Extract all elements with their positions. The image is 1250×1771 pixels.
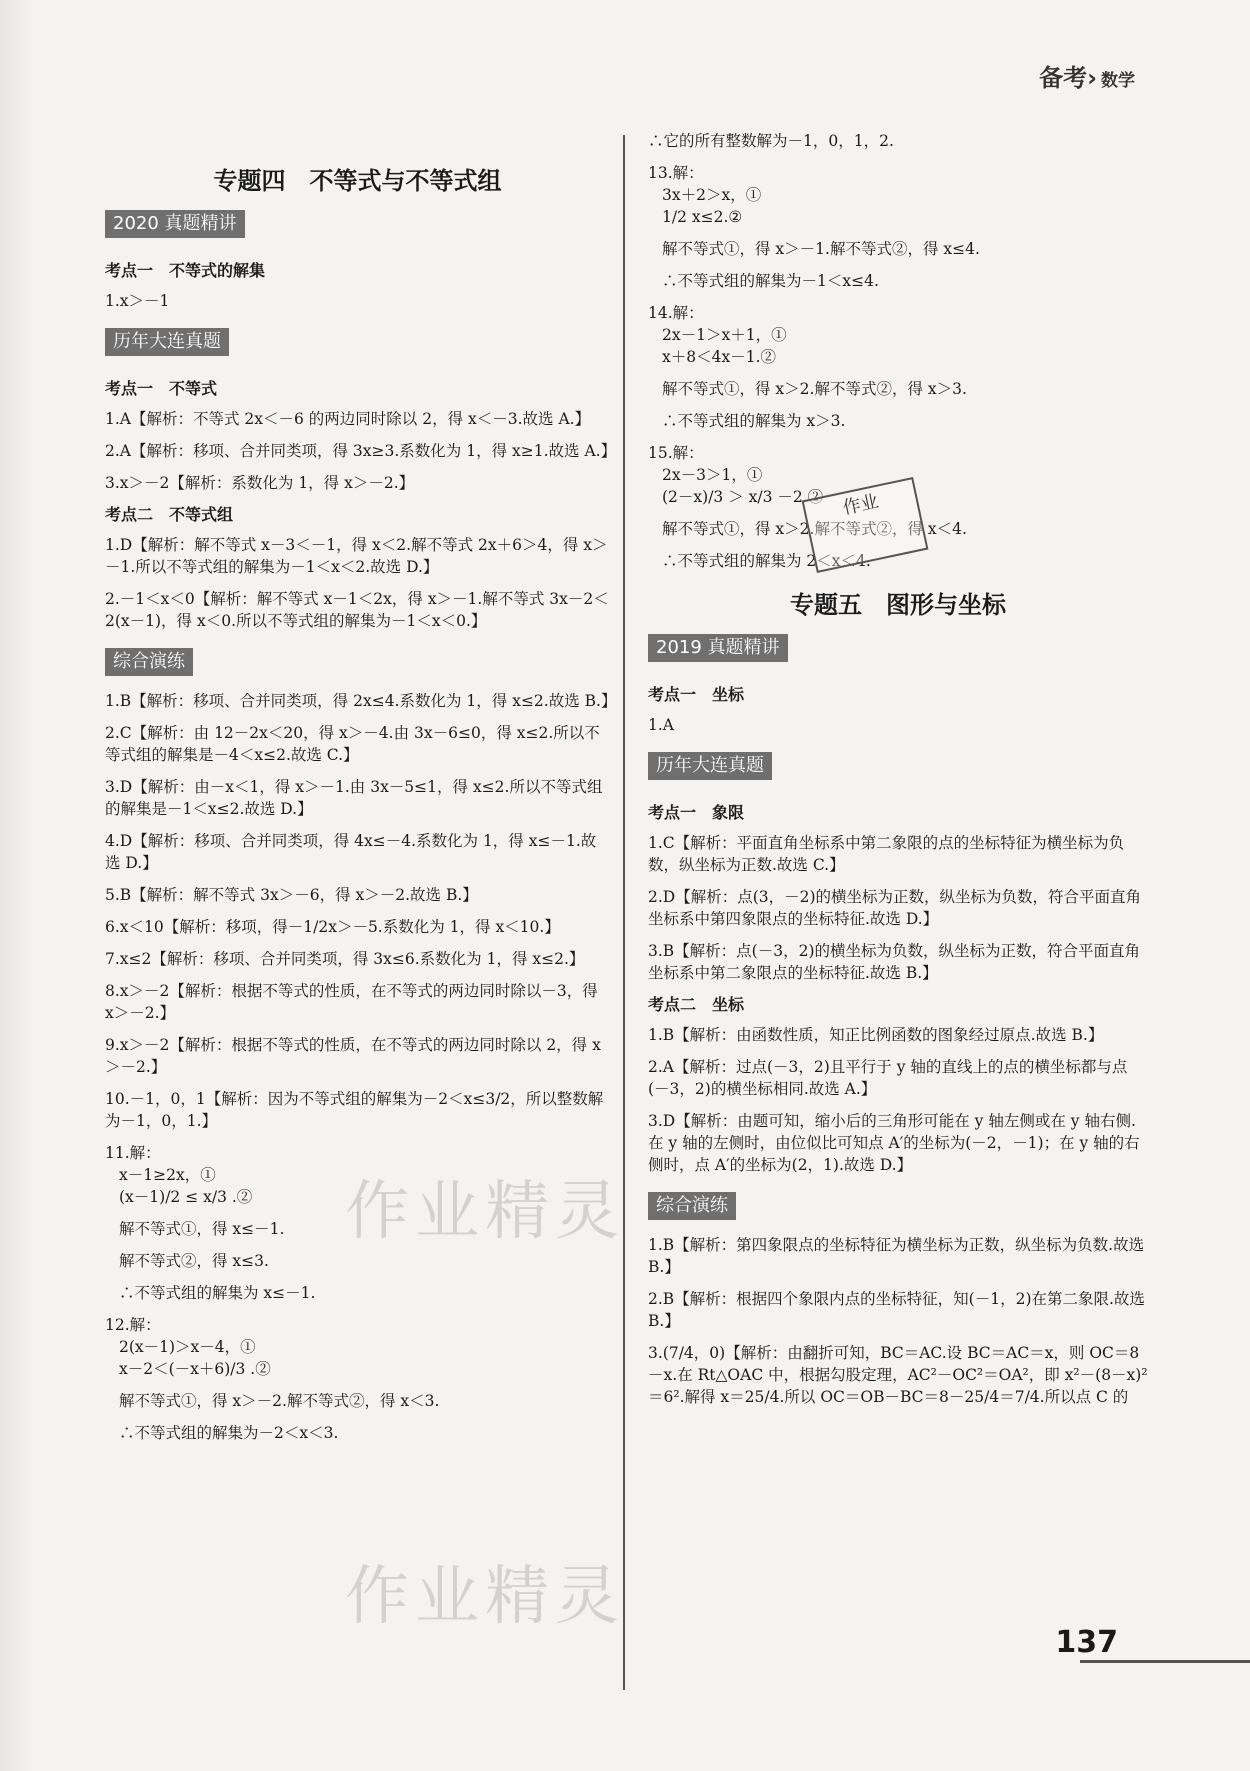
kaodian-heading: 考点一 坐标 — [648, 685, 745, 704]
solution-line: 解不等式①，得 x＞－1.解不等式②，得 x≤4. — [662, 240, 980, 258]
equation-system-13 — [648, 162, 1148, 228]
solution-line: 解不等式①，得 x＞2.解不等式②，得 x＞3. — [662, 380, 967, 398]
solution-line: ∴不等式组的解集为－2＜x＜3. — [119, 1424, 339, 1442]
answer-line: 3.D【解析：由－x＜1，得 x＞－1.由 3x－5≤1，得 x≤2.所以不等式组的解集是－1＜x≤2.故选 D.】 — [105, 778, 603, 818]
problem-label: 11.解： — [105, 1144, 161, 1162]
kaodian-heading: 考点一 不等式 — [105, 379, 218, 398]
answer-line: 3.B【解析：点(－3，2)的横坐标为负数，纵坐标为正数，符合平面直角坐标系中第二象限点的坐标特征.故选 B.】 — [648, 942, 1140, 982]
solution-line: ∴它的所有整数解为－1，0，1，2. — [648, 132, 894, 150]
answer-line: 1.x＞－1 — [105, 292, 170, 310]
answer-line: 2.－1＜x＜0【解析：解不等式 x－1＜2x，得 x＞－1.解不等式 3x－2＜2(x－1)，得 x＜0.所以不等式组的解集为－1＜x＜0.】 — [105, 590, 609, 630]
answer-line: 1.D【解析：解不等式 x－3＜－1，得 x＜2.解不等式 2x＋6＞4，得 x＞－1.所以不等式组的解集为－1＜x＜2.故选 D.】 — [105, 536, 608, 576]
column-divider — [623, 135, 625, 1690]
solution-line: ∴不等式组的解集为 2＜x＜4. — [662, 552, 871, 570]
equation: x＋8＜4x－1.② — [662, 348, 776, 366]
answer-line: 1.A【解析：不等式 2x＜－6 的两边同时除以 2，得 x＜－3.故选 A.】 — [105, 410, 591, 428]
kaodian-heading: 考点一 不等式的解集 — [105, 261, 266, 280]
tag-history: 历年大连真题 — [105, 328, 229, 356]
problem-label: 12.解： — [105, 1316, 161, 1334]
answer-line: 10.－1，0，1【解析：因为不等式组的解集为－2＜x≤3/2，所以整数解为－1，0，1.】 — [105, 1090, 604, 1130]
solution-line: ∴不等式组的解集为－1＜x≤4. — [662, 272, 879, 290]
kaodian-heading: 考点二 不等式组 — [105, 505, 234, 524]
equation-system-14 — [648, 302, 1148, 368]
equation: (x－1)/2 ≤ x/3 .② — [119, 1188, 253, 1206]
equation-system-12 — [105, 1314, 610, 1380]
header-brand: 备考 — [1039, 64, 1088, 92]
answer-line: 2.C【解析：由 12－2x＜20，得 x＞－4.由 3x－6≤0，得 x≤2.所以不等式组的解集是－4＜x≤2.故选 C.】 — [105, 724, 600, 764]
solution-line: 解不等式①，得 x＞2.解不等式②，得 x＜4. — [662, 520, 967, 538]
tag-2020: 2020 真题精讲 — [105, 210, 245, 238]
page-header — [1039, 58, 1135, 93]
problem-label: 15.解： — [648, 444, 704, 462]
answer-line: 7.x≤2【解析：移项、合并同类项，得 3x≤6.系数化为 1，得 x≤2.】 — [105, 950, 585, 968]
answer-line: 9.x＞－2【解析：根据不等式的性质，在不等式的两边同时除以 2，得 x＞－2.】 — [105, 1036, 601, 1076]
answer-line: 2.B【解析：根据四个象限内点的坐标特征，知(－1，2)在第二象限.故选 B.】 — [648, 1290, 1145, 1330]
answer-line: 3.x＞－2【解析：系数化为 1，得 x＞－2.】 — [105, 474, 415, 492]
tag-practice: 综合演练 — [648, 1192, 736, 1220]
answer-line: 1.B【解析：由函数性质，知正比例函数的图象经过原点.故选 B.】 — [648, 1026, 1104, 1044]
header-subject: 数学 — [1101, 71, 1135, 91]
equation: (2－x)/3 ＞ x/3 －2.② — [662, 488, 824, 506]
solution-line: 解不等式②，得 x≤3. — [119, 1252, 269, 1270]
page-number: 137 — [1055, 1625, 1118, 1660]
equation: 2(x－1)＞x－4，① — [119, 1338, 256, 1356]
answer-line: 2.A【解析：移项、合并同类项，得 3x≥3.系数化为 1，得 x≥1.故选 A.】 — [105, 442, 617, 460]
solution-line: 解不等式①，得 x＞－2.解不等式②，得 x＜3. — [119, 1392, 440, 1410]
watermark-text: 作业精灵 — [345, 1175, 625, 1249]
answer-line: 2.A【解析：过点(－3，2)且平行于 y 轴的直线上的点的横坐标都与点(－3，2)的横坐标相同.故选 A.】 — [648, 1058, 1128, 1098]
tag-practice: 综合演练 — [105, 648, 193, 676]
right-column — [648, 130, 1148, 1418]
tag-history: 历年大连真题 — [648, 752, 772, 780]
answer-line: 4.D【解析：移项、合并同类项，得 4x≤－4.系数化为 1，得 x≤－1.故选 D.】 — [105, 832, 597, 872]
equation: x－2＜(－x＋6)/3 .② — [119, 1360, 271, 1378]
answer-line: 3.D【解析：由题可知，缩小后的三角形可能在 y 轴左侧或在 y 轴右侧.在 y 轴的左侧时，由位似比可知点 A′的坐标为(－2，－1)；在 y 轴的右侧时，点 A′的坐标为(2，1).故选 D.】 — [648, 1112, 1140, 1174]
solution-line: ∴不等式组的解集为 x＞3. — [662, 412, 846, 430]
watermark-seal: 作业 — [802, 477, 929, 573]
equation: x－1≥2x，① — [119, 1166, 216, 1184]
kaodian-heading: 考点一 象限 — [648, 803, 745, 822]
equation: 3x＋2＞x，① — [662, 186, 762, 204]
torn-edge — [0, 0, 34, 1771]
page-number-rule — [1080, 1660, 1250, 1663]
answer-line: 3.(7/4，0)【解析：由翻折可知，BC＝AC.设 BC＝AC＝x，则 OC＝8－x.在 Rt△OAC 中，根据勾股定理，AC²－OC²＝OA²，即 x²－(8－x)²＝6².解得 x＝25/4.所以 OC＝OB－BC＝8－25/4＝7/4.所以点 C 的 — [648, 1344, 1148, 1406]
answer-line: 1.B【解析：移项、合并同类项，得 2x≤4.系数化为 1，得 x≤2.故选 B.】 — [105, 692, 617, 710]
answer-line: 1.B【解析：第四象限点的坐标特征为横坐标为正数，纵坐标为负数.故选 B.】 — [648, 1236, 1145, 1276]
answer-line: 1.A — [648, 716, 674, 734]
answer-line: 2.D【解析：点(3，－2)的横坐标为正数，纵坐标为负数，符合平面直角坐标系中第四象限点的坐标特征.故选 D.】 — [648, 888, 1142, 928]
chevron-right-icon: › — [1087, 64, 1097, 92]
solution-line: ∴不等式组的解集为 x≤－1. — [119, 1284, 316, 1302]
answer-line: 5.B【解析：解不等式 3x＞－6，得 x＞－2.故选 B.】 — [105, 886, 478, 904]
section-title-4: 专题四 不等式与不等式组 — [213, 167, 502, 195]
watermark-text: 作业精灵 — [345, 1560, 625, 1634]
answer-line: 8.x＞－2【解析：根据不等式的性质，在不等式的两边同时除以－3，得 x＞－2.】 — [105, 982, 598, 1022]
equation: 2x－1＞x＋1，① — [662, 326, 787, 344]
left-column — [105, 167, 617, 1454]
solution-line: 解不等式①，得 x≤－1. — [119, 1220, 285, 1238]
tag-2019: 2019 真题精讲 — [648, 634, 788, 662]
problem-label: 14.解： — [648, 304, 704, 322]
equation: 1/2 x≤2.② — [662, 208, 743, 226]
equation: 2x－3＞1，① — [662, 466, 763, 484]
problem-label: 13.解： — [648, 164, 704, 182]
kaodian-heading: 考点二 坐标 — [648, 995, 745, 1014]
section-title-5: 专题五 图形与坐标 — [790, 591, 1006, 619]
answer-line: 1.C【解析：平面直角坐标系中第二象限的点的坐标特征为横坐标为负数，纵坐标为正数.故选 C.】 — [648, 834, 1125, 874]
answer-line: 6.x＜10【解析：移项，得－1/2x＞－5.系数化为 1，得 x＜10.】 — [105, 918, 560, 936]
